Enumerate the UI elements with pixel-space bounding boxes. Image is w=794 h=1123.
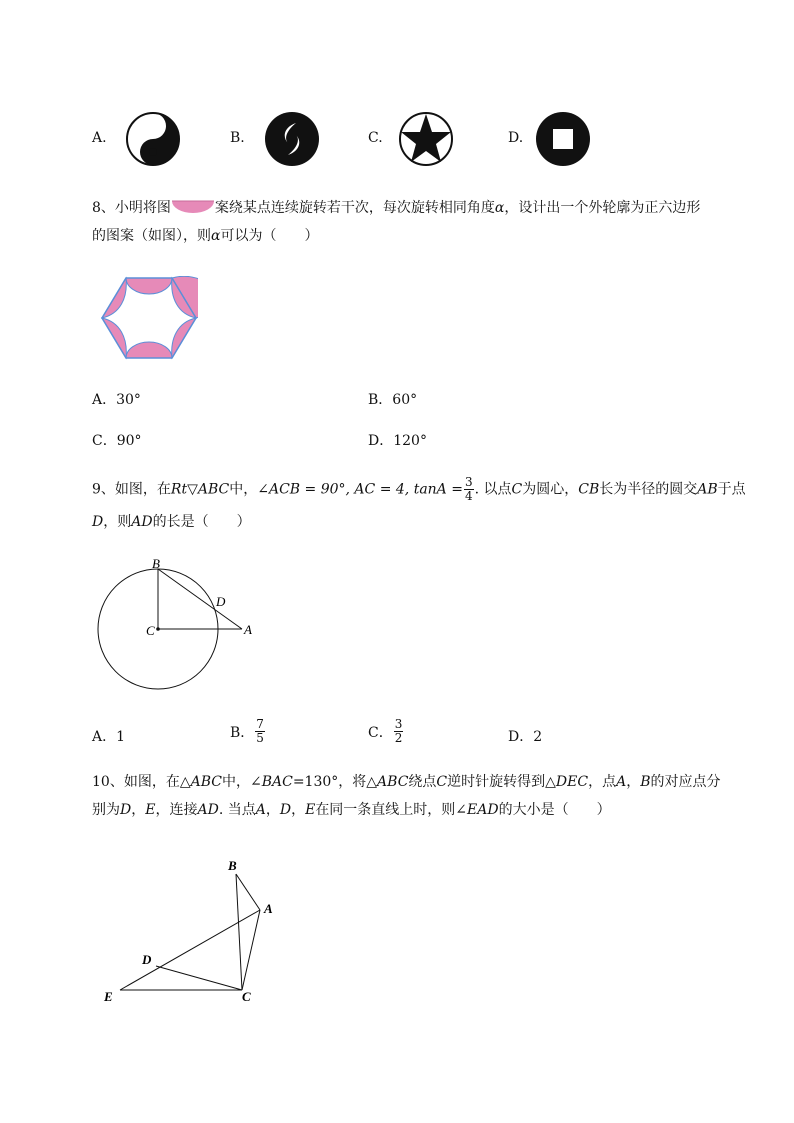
q10-text: 逆时针旋转得到△ <box>447 774 556 790</box>
rt-symbol: Rt <box>170 481 188 498</box>
q10-text: . 当点 <box>218 802 256 818</box>
triangle-symbol-icon: ▽ <box>187 481 198 498</box>
q10-text: =130°，将△ <box>292 774 378 790</box>
q9-option-a: A．1 <box>92 729 126 745</box>
q8-option-c: C．90° <box>92 433 142 449</box>
label-e: E <box>104 989 113 1004</box>
point-a: A <box>255 802 266 818</box>
q10-text: ，点 <box>588 774 617 790</box>
q9-option-c-label: C． <box>368 724 393 741</box>
q10-stem-line1 <box>92 772 721 792</box>
point-d: D <box>120 802 132 818</box>
swirl-circle-icon <box>264 111 320 167</box>
q9-text: 中， <box>229 481 258 498</box>
q10-text: 10、如图，在△ <box>92 774 191 790</box>
label-a: A <box>244 622 252 637</box>
q10-text: ， <box>291 802 306 818</box>
triangle-abc: ABC <box>377 774 409 790</box>
denominator: 2 <box>394 731 403 745</box>
numerator: 7 <box>256 717 264 731</box>
q9-option-b <box>230 718 266 745</box>
q9-option-b-fraction <box>255 718 265 745</box>
point-a: A <box>616 774 627 790</box>
tan-numerator: 3 <box>464 475 473 489</box>
angle-bac: BAC <box>261 774 293 790</box>
q9-stem-line1 <box>92 476 746 503</box>
q9-option-d: D．2 <box>508 729 543 745</box>
point-e: E <box>145 802 156 818</box>
q9-option-c <box>368 718 404 745</box>
numerator: 3 <box>394 717 403 731</box>
q8-text: 案绕某点连续旋转若干次，每次旋转相同角度 <box>214 200 495 216</box>
triangle-dec: DEC <box>555 774 589 790</box>
q10-stem-line2 <box>92 800 611 820</box>
alpha-symbol: α <box>211 228 221 244</box>
q10-rotation-figure <box>100 856 290 1006</box>
label-d: D <box>216 594 226 609</box>
q9-text: 为圆心， <box>522 481 579 498</box>
angle-ead: EAD <box>467 802 499 818</box>
point-d: D <box>92 514 104 530</box>
q10-text: 中，∠ <box>221 774 262 790</box>
label-a: A <box>264 901 273 916</box>
q7-option-c-label: C. <box>368 130 383 146</box>
q9-text: 的长是（ ） <box>152 514 251 530</box>
q10-text: ， <box>626 774 641 790</box>
q8-hexagon-figure <box>100 276 198 360</box>
q10-text: 的大小是（ ） <box>498 802 611 818</box>
q8-text: ，设计出一个外轮廓为正六边形 <box>504 200 701 216</box>
point-c: C <box>436 774 448 790</box>
denominator: 5 <box>256 731 264 745</box>
yin-yang-icon <box>125 111 181 167</box>
point-c: C <box>511 481 523 498</box>
q9-stem-line2 <box>92 512 251 532</box>
q8-option-d: D．120° <box>368 433 427 449</box>
q7-option-d-label: D. <box>508 130 524 146</box>
star-circle-icon <box>398 111 454 167</box>
tan-denominator: 4 <box>464 489 473 503</box>
label-b: B <box>152 556 160 571</box>
q9-text: 长为半径的圆交 <box>599 481 698 498</box>
q8-option-a: A．30° <box>92 392 141 408</box>
q9-circle-figure <box>92 552 272 694</box>
point-e: E <box>305 802 316 818</box>
segment-ab: AB <box>697 481 718 498</box>
q8-option-b: B．60° <box>368 392 418 408</box>
q7-option-b-label: B. <box>230 130 245 146</box>
segment-ad: AD <box>131 514 153 530</box>
q10-text: ， <box>265 802 280 818</box>
triangle-abc: ABC <box>190 774 222 790</box>
q8-text: 可以为（ ） <box>220 228 319 244</box>
triangle-name: ABC <box>197 481 230 498</box>
segment-cb: CB <box>578 481 600 498</box>
label-d: D <box>142 952 152 967</box>
q10-text: 别为 <box>92 802 120 818</box>
q9-condition: ∠ACB = 90°, AC = 4, tanA = <box>257 481 463 498</box>
q8-stem-line2 <box>92 226 318 246</box>
point-d: D <box>279 802 292 818</box>
q8-stem-line1 <box>92 198 700 218</box>
tan-fraction <box>464 476 474 503</box>
q10-text: 在同一条直线上时，则∠ <box>315 802 468 818</box>
label-b: B <box>228 858 237 873</box>
q9-text: . 以点 <box>474 481 512 498</box>
q9-option-c-fraction <box>394 718 404 745</box>
point-b: B <box>640 774 651 790</box>
q9-option-b-label: B． <box>230 724 255 741</box>
half-ring-shape-icon <box>171 200 215 214</box>
q10-text: 的对应点分 <box>650 774 721 790</box>
q10-text: 绕点 <box>408 774 437 790</box>
segment-ad: AD <box>197 802 219 818</box>
q8-text: 的图案（如图），则 <box>92 228 211 244</box>
q10-text: ，连接 <box>155 802 198 818</box>
q9-text: 9、如图，在 <box>92 481 171 498</box>
square-hole-coin-icon <box>535 111 591 167</box>
q10-text: ， <box>131 802 146 818</box>
q8-text: 8、小明将图 <box>92 200 171 216</box>
label-c: C <box>146 623 155 638</box>
alpha-symbol: α <box>494 200 505 216</box>
q9-text: ，则 <box>103 514 132 530</box>
q7-option-a-label: A. <box>92 130 107 146</box>
label-c: C <box>242 989 251 1004</box>
q9-text: 于点 <box>717 481 746 498</box>
